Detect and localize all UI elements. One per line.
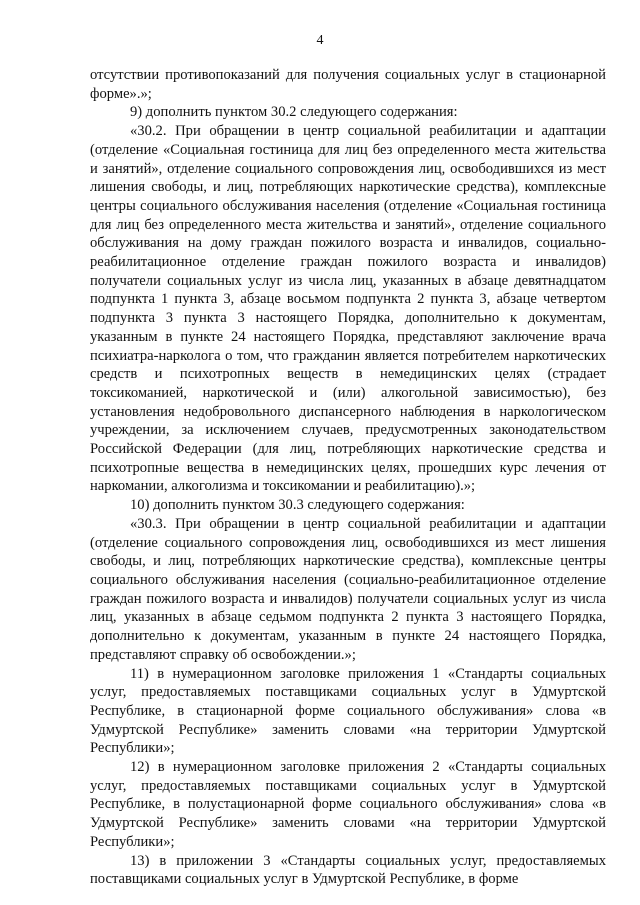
paragraph-clause-30-3: «30.3. При обращении в центр социальной реабилитации и адаптации (отделение социального сопровождения лиц, освободившихся из мест лишения свободы, и лиц, потребляющих наркотические средства), комплексные центры социального обслуживания населения (социально-реабилитационное отделение граждан пожилого возраста и инвалидов) получатели социальных услуг из числа лиц, указанных в абзаце седьмом подпункта 2 пункта 3 настоящего Порядка, дополнительно к документам, указанным в пункте 24 настоящего Порядка, представляют справку об освобождении.»; — [90, 515, 606, 663]
paragraph-item-9: 9) дополнить пунктом 30.2 следующего содержания: — [130, 104, 458, 121]
paragraph-clause-30-2: «30.2. При обращении в центр социальной реабилитации и адаптации (отделение «Социальная гостиница для лиц без определенного места жительства и занятий», отделение социального сопровождения лиц, освободившихся из мест лишения свободы, и лиц, потребляющих наркотические средства), комплексные центры социального обслуживания населения (отделение «Социальная гостиница для лиц без определенного места жительства и занятий», отделение социального обслуживания на дому граждан пожилого возраста и инвалидов, социально-реабилитационное отделение граждан пожилого возраста и инвалидов) получатели социальных услуг из числа лиц, указанных в абзаце девятнадцатом подпункта 1 пункта 3, абзаце восьмом подпункта 2 пункта 3, абзаце четвертом подпункта 3 пункта 3 настоящего Порядка, дополнительно к документам, указанным в пункте 24 настоящего Порядка, представляют заключение врача психиатра-нарколога о том, что гражданин является потребителем наркотических средств и психотропных веществ в немедицинских целях (страдает токсикоманией, наркотической и (или) алкогольной зависимостью), без установления недобровольного диспансерного наблюдения в наркологическом учреждении, за исключением случаев, предусмотренных законодательством Российской Федерации (для лиц, потребляющих наркотические средства и психотропные вещества в немедицинских целях, прошедших курс лечения от наркомании, алкоголизма и токсикомании и реабилитацию).»; — [90, 123, 606, 495]
paragraph-continuation: отсутствии противопоказаний для получения социальных услуг в стационарной форме».»; — [90, 67, 606, 102]
paragraph-item-10: 10) дополнить пунктом 30.3 следующего содержания: — [130, 497, 465, 514]
document-body — [90, 66, 606, 889]
paragraph-item-11: 11) в нумерационном заголовке приложения 1 «Стандарты социальных услуг, предоставляемых поставщиками социальных услуг в Удмуртской Республике, в стационарной форме социального обслуживания» слова «в Удмуртской Республике» заменить словами «на территории Удмуртской Республики»; — [90, 665, 606, 757]
paragraph-item-12: 12) в нумерационном заголовке приложения 2 «Стандарты социальных услуг, предоставляемых поставщиками социальных услуг в Удмуртской Республике, в полустационарной форме социального обслуживания» слова «в Удмуртской Республике» заменить словами «на территории Удмуртской Республики»; — [90, 759, 606, 850]
page-number: 4 — [316, 33, 324, 48]
paragraph-item-13: 13) в приложении 3 «Стандарты социальных услуг, предоставляемых поставщиками социальных услуг в Удмуртской Республике, в форме — [90, 852, 606, 888]
